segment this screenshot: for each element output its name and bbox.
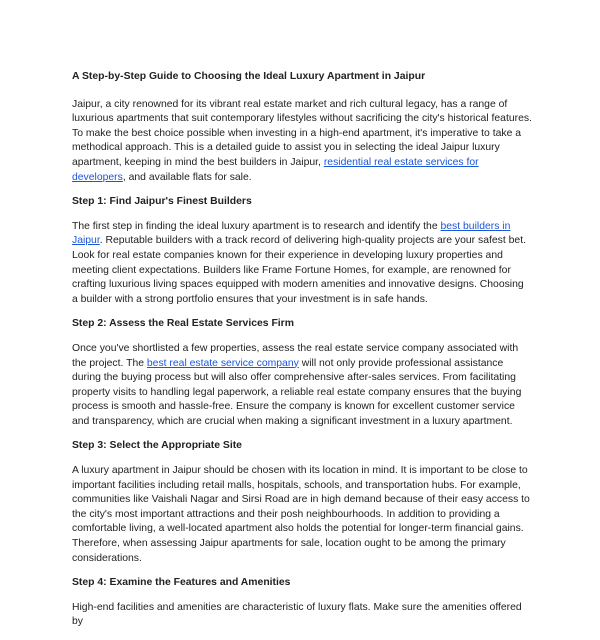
step2-text: Once you've shortlisted a few properties, assess the real estate service company associated with the project. The bbox=[72, 342, 519, 369]
step4-heading: Step 4: Examine the Features and Amenities bbox=[72, 577, 291, 589]
article-title: A Step-by-Step Guide to Choosing the Ideal Luxury Apartment in Jaipur bbox=[72, 71, 426, 82]
intro-paragraph bbox=[72, 98, 532, 186]
step4-paragraph: High-end facilities and amenities are characteristic of luxury flats. Make sure the amenities offered by bbox=[72, 601, 522, 628]
step1-heading: Step 1: Find Jaipur's Finest Builders bbox=[72, 196, 252, 208]
step1-text-end: . Reputable builders with a track record of delivering high-quality projects are your safest bet. Look for real estate companies known for their experience in developing luxury properties and meeting client expectations. Builders like Frame Fortune Homes, for example, are renowned for crafting luxurious living spaces equipped with modern amenities and innovative designs. Choosing a builder with a strong portfolio ensures that your investment is in safe hands. bbox=[72, 235, 526, 305]
step2-text-end: will not only provide professional assistance during the buying process but will also offer comprehensive after-sales services. From facilitating property visits to handling legal paperwork, a reliable real estate company ensures that the buying process is smooth and hassle-free. Ensure the company is known for excellent customer service and transparency, which are crucial when making a significant investment in a luxury apartment. bbox=[72, 357, 522, 427]
step3-paragraph: A luxury apartment in Jaipur should be chosen with its location in mind. It is important to be close to important facilities including retail malls, hospitals, schools, and transportation hubs. For example, communities like Vaishali Nagar and Sirsi Road are in high demand because of their easy access to the city's most important attractions and their posh neighbourhoods. In addition to providing a comfortable living, a well-located apartment also holds the potential for longer-term financial gains. Therefore, when assessing Jaipur apartments for sale, location ought to be among the primary considerations. bbox=[72, 465, 530, 564]
step1-paragraph bbox=[72, 220, 532, 308]
step1-text: The first step in finding the ideal luxury apartment is to research and identify the bbox=[72, 220, 441, 232]
best-builders-link[interactable]: best builders in Jaipur bbox=[72, 220, 511, 247]
intro-text: Jaipur, a city renowned for its vibrant real estate market and rich cultural legacy, has a range of luxurious apartments that suit contemporary lifestyles without sacrificing the city's historical features. To make the best choice possible when investing in a high-end apartment, it's imperative to take a methodical approach. This is a detailed guide to assist you in selecting the ideal Jaipur luxury apartment, keeping in mind the best builders in Jaipur, bbox=[72, 98, 532, 168]
step2-heading: Step 2: Assess the Real Estate Services Firm bbox=[72, 318, 294, 330]
step2-paragraph bbox=[72, 342, 532, 430]
real-estate-service-link[interactable]: best real estate service company bbox=[146, 357, 299, 369]
document-page bbox=[72, 70, 532, 640]
residential-services-link[interactable]: residential real estate services for developers bbox=[72, 156, 479, 183]
step3-heading: Step 3: Select the Appropriate Site bbox=[72, 440, 242, 452]
intro-text-end: , and available flats for sale. bbox=[122, 171, 252, 183]
